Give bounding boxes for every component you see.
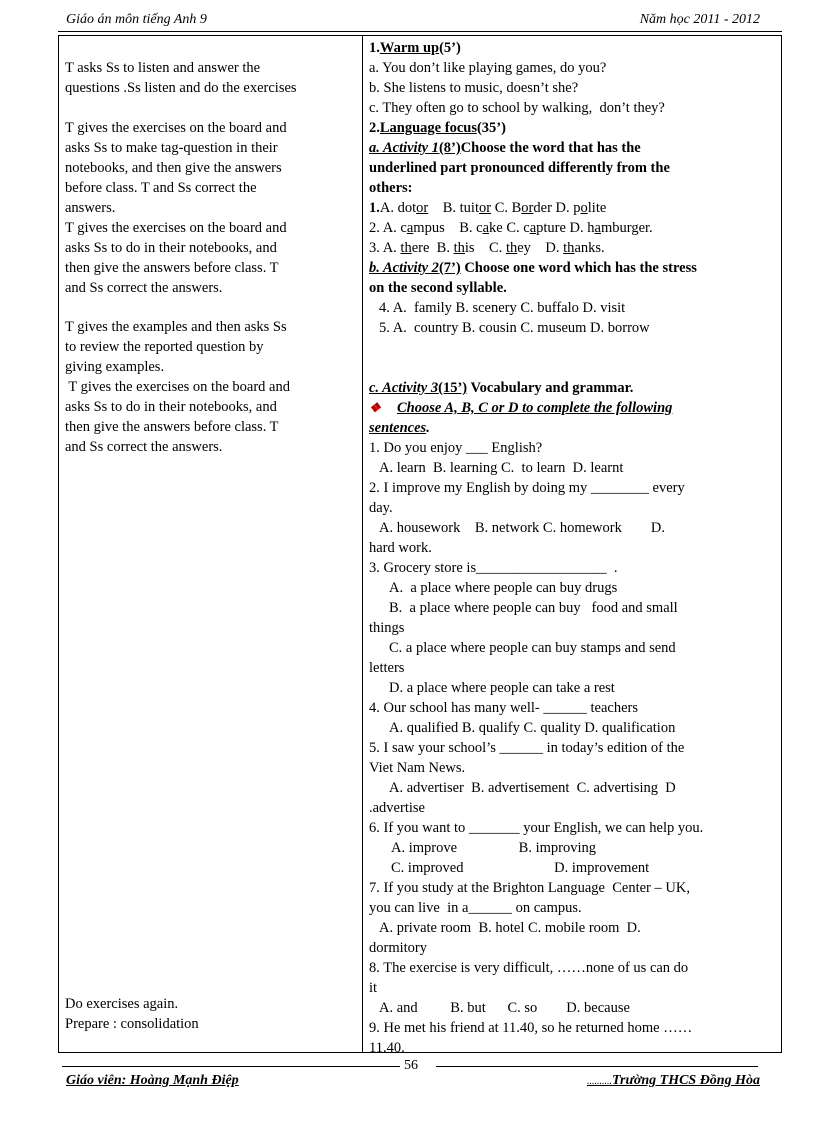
q1-number: 1. [369, 200, 380, 216]
left-line: asks Ss to do in their notebooks, and [65, 399, 277, 415]
q3-option-b-underline: th [453, 240, 465, 256]
left-line: Do exercises again. [65, 996, 179, 1012]
language-focus-number: 2. [369, 120, 380, 136]
diamond-bullet-icon: ❖ [369, 400, 381, 415]
activity-2-heading [369, 258, 779, 278]
exercise-line: things [369, 620, 405, 636]
exercise-line: .advertise [369, 800, 425, 816]
left-block-5 [65, 377, 357, 457]
footer-rule-left [62, 1066, 400, 1067]
activity-2-item: 4. A. family B. scenery C. buffalo D. visit [379, 300, 626, 316]
exercise-line: 7. If you study at the Brighton Language Center – UK, [369, 880, 690, 896]
warmup-time: (5’) [439, 40, 461, 56]
header-rule [58, 31, 782, 32]
right-column [369, 38, 779, 1058]
activity-1-text: Choose the word that has the [460, 140, 641, 156]
warmup-title: Warm up [379, 40, 440, 56]
exercise-line: C. improved D. improvement [391, 860, 650, 876]
q1-option-a: A. dot [379, 200, 417, 216]
activity-1-heading [369, 138, 779, 158]
q2-option-b: B. c [459, 220, 483, 236]
activity-3-instruction [369, 398, 779, 418]
q2-option-d: D. h [569, 220, 595, 236]
left-line: notebooks, and then give the answers [65, 160, 282, 176]
activity-2-time: (7’) [438, 260, 461, 276]
q3-option-b: B. [436, 240, 450, 256]
left-block-1 [65, 58, 357, 98]
warmup-number: 1. [369, 40, 380, 56]
activity-3-heading [369, 378, 779, 398]
exercise-line: A. and B. but C. so D. because [379, 1000, 630, 1016]
q1-option-d: D. p [555, 200, 581, 216]
exercise-line: hard work. [369, 540, 432, 556]
q3-option-a-rest: ere [411, 240, 430, 256]
left-line: questions .Ss listen and do the exercises [65, 80, 297, 96]
q1-option-d-rest: lite [587, 200, 607, 216]
exercise-line: 4. Our school has many well- ______ teachers [369, 700, 638, 716]
q2-option-a: 2. A. c [369, 220, 407, 236]
exercise-line: D. a place where people can take a rest [389, 680, 615, 696]
header-right: Năm học 2011 - 2012 [639, 12, 760, 27]
exercise-line: A. private room B. hotel C. mobile room D. [379, 920, 641, 936]
q3-option-c-rest: ey [517, 240, 531, 256]
left-line: asks Ss to make tag-question in their [65, 140, 278, 156]
exercise-line: C. a place where people can buy stamps and send [389, 640, 676, 656]
activity-1-question-3 [369, 238, 779, 258]
footer-rule-right [436, 1066, 758, 1067]
q3-option-d-underline: th [563, 240, 575, 256]
activity-3-instruction-cont [369, 418, 779, 438]
exercise-line: day. [369, 500, 393, 516]
exercise-line: A. advertiser B. advertisement C. advertising D [389, 780, 676, 796]
exercise-line: dormitory [369, 940, 427, 956]
left-line: and Ss correct the answers. [65, 280, 223, 296]
q1-option-d-underline: o [580, 200, 588, 216]
exercise-line: A. housework B. network C. homework D. [379, 520, 665, 536]
warmup-item: b. She listens to music, doesn’t she? [369, 80, 579, 96]
activity-2-label: b. Activity 2 [369, 260, 439, 276]
activity-3-instruction-dot: . [426, 420, 430, 436]
q1-option-b: B. tuit [442, 200, 479, 216]
q3-option-a-underline: th [400, 240, 412, 256]
left-line: T gives the exercises on the board and [65, 220, 287, 236]
activity-2-text: Choose one word which has the stress [460, 260, 697, 276]
q1-option-b-underline: or [478, 200, 492, 216]
activity-3-exercises [369, 438, 779, 1058]
exercise-line: you can live in a______ on campus. [369, 900, 582, 916]
exercise-line: 5. I saw your school’s ______ in today’s edition of the [369, 740, 685, 756]
lesson-table [58, 35, 782, 1056]
left-line: then give the answers before class. T [65, 419, 279, 435]
left-line: to review the reported question by [65, 339, 264, 355]
q2-option-c: C. c [506, 220, 530, 236]
activity-2-text-line: on the second syllable. [369, 280, 507, 296]
q1-option-c-rest: der [533, 200, 552, 216]
activity-3-time: (15’) [438, 380, 468, 396]
activity-3-label: c. Activity 3 [369, 380, 439, 396]
q2-option-b-rest: ke [489, 220, 503, 236]
q2-option-a-rest: mpus [413, 220, 445, 236]
q2-option-a-underline: a [406, 220, 414, 236]
activity-1-question-1 [369, 198, 779, 218]
left-line: asks Ss to do in their notebooks, and [65, 240, 277, 256]
language-focus-heading [369, 118, 779, 138]
left-line: answers. [65, 200, 116, 216]
activity-1-text-line: underlined part pronounced differently from the [369, 160, 670, 176]
activity-3-instruction-text: Choose A, B, C or D to complete the following [397, 400, 673, 416]
left-block-2 [65, 118, 357, 218]
q2-option-c-underline: a [529, 220, 537, 236]
q2-option-b-underline: a [482, 220, 490, 236]
language-focus-time: (35’) [476, 120, 506, 136]
exercise-line: A. qualified B. qualify C. quality D. qualification [389, 720, 676, 736]
exercise-line: it [369, 980, 378, 996]
spacer [369, 338, 779, 358]
warmup-item: c. They often go to school by walking, don’t they? [369, 100, 665, 116]
footer-school-name: Trường THCS Đồng Hòa [611, 1073, 760, 1088]
exercise-line: 9. He met his friend at 11.40, so he returned home …… [369, 1020, 693, 1036]
left-line: T gives the examples and then asks Ss [65, 319, 287, 335]
q3-option-c-underline: th [505, 240, 518, 256]
exercise-line: 2. I improve my English by doing my ________ every [369, 480, 685, 496]
footer-school [587, 1073, 760, 1089]
column-separator [362, 36, 363, 1052]
q3-option-d-rest: anks. [574, 240, 605, 256]
exercise-line: A. learn B. learning C. to learn D. learnt [379, 460, 624, 476]
page-number: 56 [404, 1058, 418, 1073]
q3-option-b-rest: is [464, 240, 475, 256]
exercise-line: 11.40. [369, 1040, 405, 1056]
exercise-line: 6. If you want to _______ your English, we can help you. [369, 820, 704, 836]
left-line: before class. T and Ss correct the [65, 180, 257, 196]
activity-3-instruction-word: sentences [369, 420, 427, 436]
header-left: Giáo án môn tiếng Anh 9 [66, 12, 207, 27]
activity-1-label: a. Activity 1 [369, 140, 439, 156]
language-focus-title: Language focus [379, 120, 477, 136]
activity-2-item: 5. A. country B. cousin C. museum D. borrow [379, 320, 650, 336]
left-line: T gives the exercises on the board and [65, 379, 290, 395]
warmup-item: a. You don’t like playing games, do you? [369, 60, 607, 76]
left-block-3 [65, 218, 357, 298]
activity-1-time: (8’) [438, 140, 461, 156]
exercise-line: 8. The exercise is very difficult, ……none of us can do [369, 960, 689, 976]
exercise-line: letters [369, 660, 405, 676]
activity-1-text-line: others: [369, 180, 413, 196]
exercise-line: 3. Grocery store is__________________ . [369, 560, 618, 576]
left-block-6 [65, 994, 357, 1034]
left-line: and Ss correct the answers. [65, 439, 223, 455]
warmup-heading [369, 38, 779, 58]
exercise-line: B. a place where people can buy food and small [389, 600, 678, 616]
q2-option-d-underline: a [594, 220, 601, 236]
footer-dots: .......... [586, 1076, 612, 1087]
spacer [369, 358, 779, 378]
left-line: then give the answers before class. T [65, 260, 279, 276]
left-line: Prepare : consolidation [65, 1016, 199, 1032]
q3-option-a: 3. A. [369, 240, 397, 256]
left-line: T gives the exercises on the board and [65, 120, 287, 136]
q1-option-c-underline: or [521, 200, 534, 216]
activity-3-text: Vocabulary and grammar. [467, 380, 634, 396]
q1-option-a-underline: or [416, 200, 429, 216]
footer-teacher: Giáo viên: Hoàng Mạnh Điệp [66, 1073, 239, 1088]
left-block-4 [65, 317, 357, 377]
exercise-line: A. a place where people can buy drugs [389, 580, 618, 596]
q3-option-c: C. [489, 240, 503, 256]
q1-option-c: C. B [494, 200, 522, 216]
q2-option-c-rest: pture [536, 220, 566, 236]
q3-option-d: D. [545, 240, 560, 256]
left-line: giving examples. [65, 359, 165, 375]
left-line: T asks Ss to listen and answer the [65, 60, 261, 76]
exercise-line: 1. Do you enjoy ___ English? [369, 440, 543, 456]
exercise-line: A. improve B. improving [391, 840, 597, 856]
q2-option-d-rest: mburger. [600, 220, 653, 236]
exercise-line: Viet Nam News. [369, 760, 466, 776]
activity-1-question-2 [369, 218, 779, 238]
